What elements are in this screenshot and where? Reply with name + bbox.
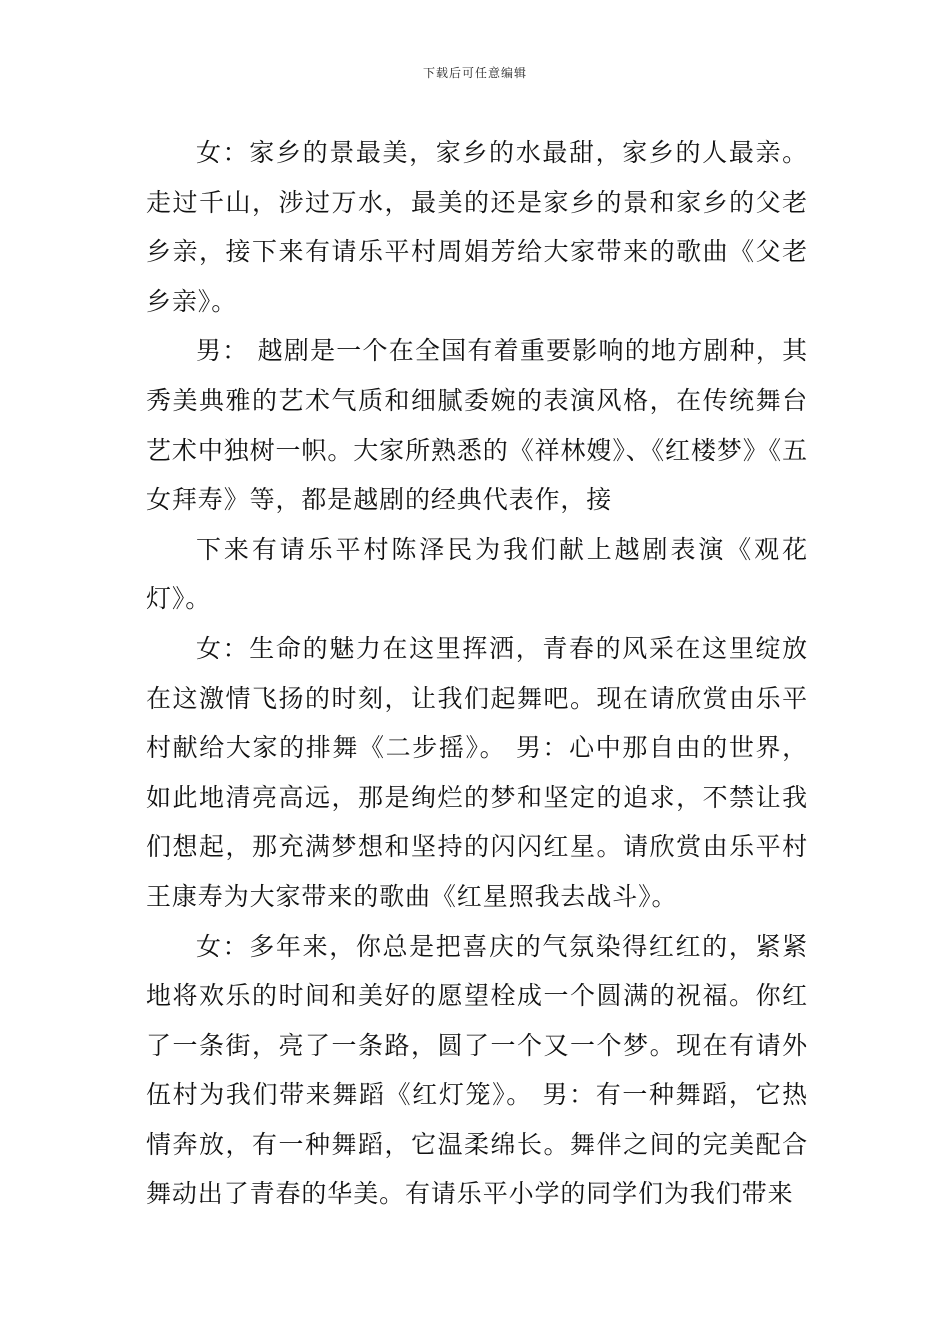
paragraph: 女：多年来，你总是把喜庆的气氛染得红红的，紧紧地将欢乐的时间和美好的愿望栓成一个圆满的祝福。你红了一条街，亮了一条路，圆了一个又一个梦。现在有请外伍村为我们带来舞蹈《红灯笼》。 男：有一种舞蹈，它热情奔放，有一种舞蹈，它温柔绵长。舞伴之间的完美配合舞动出了青春的华美。有请乐平小学的同学们为我们带来 xyxy=(146,931,808,1209)
paragraph: 女：生命的魅力在这里挥洒，青春的风采在这里绽放在这激情飞扬的时刻，让我们起舞吧。现在请欣赏由乐平村献给大家的排舞《二步摇》。 男：心中那自由的世界，如此地清亮高远，那是绚烂的梦和坚定的追求，不禁让我们想起，那充满梦想和坚持的闪闪红星。请欣赏由乐平村王康寿为大家带来的歌曲《红星照我去战斗》。 xyxy=(146,633,808,911)
document-body xyxy=(146,128,808,1219)
paragraph: 女：家乡的景最美，家乡的水最甜，家乡的人最亲。走过千山，涉过万水，最美的还是家乡的景和家乡的父老乡亲，接下来有请乐平村周娟芳给大家带来的歌曲《父老乡亲》。 xyxy=(146,138,808,316)
page-header: 下载后可任意编辑 xyxy=(422,66,527,80)
paragraph: 下来有请乐平村陈泽民为我们献上越剧表演《观花灯》。 xyxy=(146,534,808,614)
paragraph: 男： 越剧是一个在全国有着重要影响的地方剧种，其秀美典雅的艺术气质和细腻委婉的表演风格，在传统舞台艺术中独树一帜。大家所熟悉的《祥林嫂》、《红楼梦》《五女拜寿》等，都是越剧的经典代表作，接 xyxy=(146,336,808,515)
